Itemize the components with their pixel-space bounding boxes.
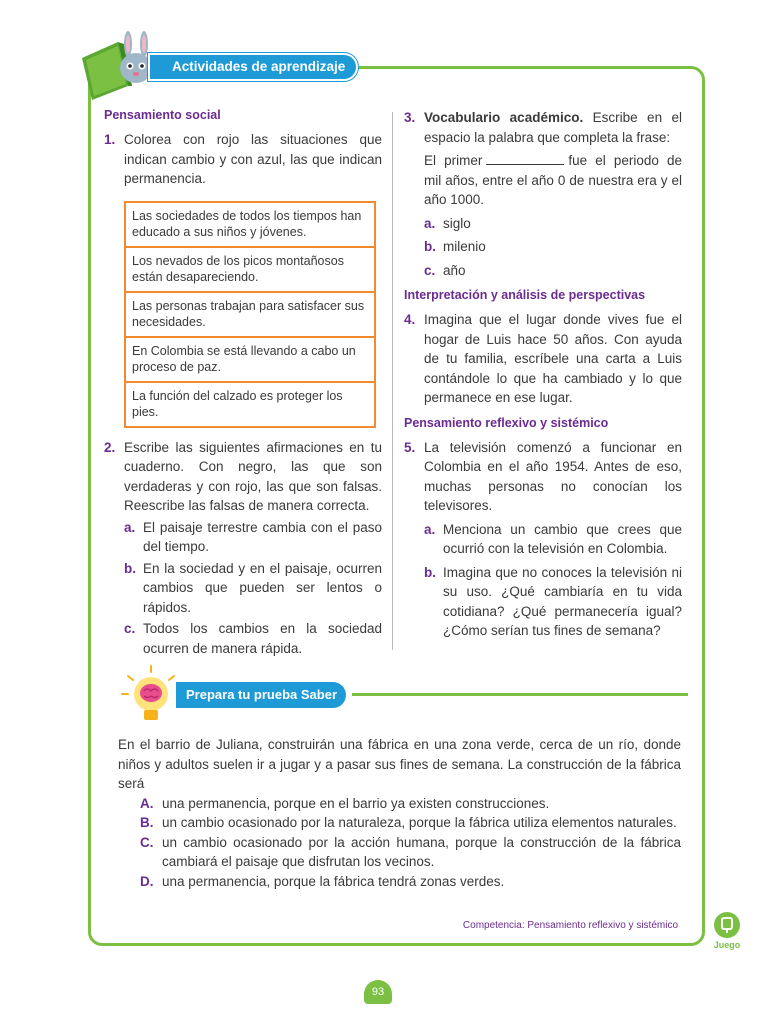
saber-divider-line <box>352 693 688 696</box>
question-text: Escribe en el espacio la palabra que completa la frase: <box>424 110 682 145</box>
item-letter: a. <box>124 519 136 535</box>
question-text: Imagina que el lugar donde vives fue el hogar de Luis hace 50 años. Con ayuda de tu familia, escríbele una carta a Luis contándole lo que ha cambiado y lo que permanece en ese lugar. <box>424 312 682 405</box>
option-letter: A. <box>140 795 154 811</box>
section-title-interpretacion: Interpretación y análisis de perspectivas <box>404 288 646 302</box>
item-text: Imagina que no conoces la televisión ni su uso. ¿Qué cambiaría en tu vida cotidiana? ¿Qué permanecería igual? ¿Cómo serían tus fines de semana? <box>443 564 682 638</box>
saber-question-text: En el barrio de Juliana, construirán una fábrica en una zona verde, cerca de un río, donde niños y adultos suelen ir a jugar y a pasar sus fines de semana. La construcción de la fábrica será <box>118 737 681 791</box>
situation-box[interactable]: Los nevados de los picos montañosos están desapareciendo. <box>124 246 376 293</box>
sub-question <box>424 520 682 559</box>
question-text: La televisión comenzó a funcionar en Colombia en el año 1954. Antes de eso, muchas personas no conocían los televisores. <box>424 439 682 513</box>
sub-question <box>424 563 682 641</box>
lightbulb-brain-icon <box>120 664 182 726</box>
item-letter: b. <box>424 564 436 580</box>
question-number: 4. <box>404 312 416 327</box>
situations-table <box>124 201 376 428</box>
item-letter: c. <box>124 621 136 636</box>
option-item[interactable] <box>424 214 682 234</box>
item-text: Todos los cambios en la sociedad ocurren de manera rápida. <box>143 621 382 656</box>
option-item[interactable] <box>424 261 682 281</box>
option-letter: C. <box>140 834 154 850</box>
question-text: Escribe las siguientes afirmaciones en tu cuaderno. Con negro, las que son verdaderas y con rojo, las que son falsas. Reescribe las falsas de manera correcta. <box>124 439 382 513</box>
answer-option-c[interactable] <box>118 833 681 872</box>
item-letter: a. <box>424 521 436 537</box>
question-number: 5. <box>404 439 416 455</box>
answer-option-a[interactable] <box>118 794 681 814</box>
item-text: siglo <box>443 215 471 231</box>
option-text: un cambio ocasionado por la acción humana, porque la construcción de la fábrica cambiará el paisaje que disfrutan los vecinos. <box>162 834 681 869</box>
option-letter: B. <box>140 815 154 830</box>
answer-option-b[interactable] <box>118 813 681 833</box>
saber-question <box>118 735 681 891</box>
statement-item <box>124 559 382 618</box>
situation-box[interactable]: En Colombia se está llevando a cabo un proceso de paz. <box>124 336 376 383</box>
section-title-reflexivo: Pensamiento reflexivo y sistémico <box>404 415 609 430</box>
fill-in-sentence <box>424 151 682 210</box>
saber-title: Prepara tu prueba Saber <box>176 682 346 708</box>
question-2 <box>104 438 382 659</box>
juego-label: Juego <box>713 940 741 950</box>
question-bold-title: Vocabulario académico. <box>424 110 584 125</box>
column-divider <box>392 112 393 650</box>
option-letter: D. <box>140 873 154 889</box>
option-text: una permanencia, porque en el barrio ya existen construcciones. <box>162 795 550 811</box>
item-letter: b. <box>124 560 136 576</box>
question-1 <box>104 130 382 189</box>
item-text: El paisaje terrestre cambia con el paso del tiempo. <box>143 519 382 554</box>
item-text: Menciona un cambio que crees que ocurrió con la televisión en Colombia. <box>443 521 682 556</box>
item-letter: b. <box>424 239 436 254</box>
statement-item <box>124 619 382 658</box>
question-text: Colorea con rojo las situaciones que indican cambio y con azul, las que indican permanencia. <box>124 132 382 186</box>
statement-item <box>124 518 382 557</box>
sentence-before: El primer <box>424 153 483 168</box>
question-number: 1. <box>104 132 116 147</box>
item-text: En la sociedad y en el paisaje, ocurren cambios que pueden ser lentos o rápidos. <box>143 560 382 615</box>
item-text: año <box>443 262 466 278</box>
option-text: un cambio ocasionado por la naturaleza, porque la fábrica utiliza elementos naturales. <box>162 815 677 830</box>
item-letter: a. <box>424 215 436 231</box>
sentence-after: fue el periodo de mil años, entre el año 0 de nuestra era y el año 1000. <box>424 153 682 207</box>
question-5 <box>404 438 682 641</box>
question-3 <box>404 108 682 280</box>
page-number: 93 <box>364 980 392 1004</box>
item-text: milenio <box>443 239 486 254</box>
situation-box[interactable]: Las sociedades de todos los tiempos han educado a sus niños y jóvenes. <box>124 201 376 248</box>
question-4 <box>404 310 682 408</box>
game-controller-icon <box>714 912 740 938</box>
option-text: una permanencia, porque la fábrica tendrá zonas verdes. <box>162 873 505 889</box>
answer-option-d[interactable] <box>118 872 681 892</box>
situation-box[interactable]: Las personas trabajan para satisfacer sus necesidades. <box>124 291 376 338</box>
section-header-title: Actividades de aprendizaje <box>148 53 358 81</box>
section-title-social: Pensamiento social <box>104 108 221 122</box>
juego-button[interactable] <box>712 912 742 950</box>
right-column <box>404 108 682 641</box>
situation-box[interactable]: La función del calzado es proteger los pies. <box>124 381 376 428</box>
blank-line[interactable] <box>486 153 564 165</box>
competencia-label: Competencia: Pensamiento reflexivo y sistémico <box>462 920 678 931</box>
question-number: 2. <box>104 439 116 455</box>
option-item[interactable] <box>424 237 682 257</box>
left-column <box>104 108 382 658</box>
item-letter: c. <box>424 262 436 278</box>
question-number: 3. <box>404 110 416 125</box>
